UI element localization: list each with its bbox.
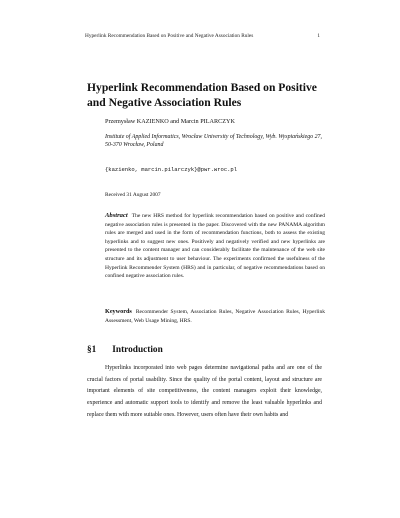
keywords <box>105 308 325 325</box>
running-header <box>85 33 320 39</box>
section-number: §1 <box>87 345 97 355</box>
section-heading <box>87 345 163 355</box>
abstract <box>105 212 325 281</box>
section-title: Introduction <box>112 345 163 355</box>
authors: Przemysław KAZIENKO and Marcin PILARCZYK <box>105 118 235 125</box>
keywords-label: Keywords <box>105 308 132 315</box>
email-address: {kazienko, marcin.pilarczyk}@pwr.wroc.pl <box>105 166 238 173</box>
running-title: Hyperlink Recommendation Based on Positive and Negative Association Rules <box>85 33 254 39</box>
abstract-text: The new HRS method for hyperlink recommendation based on positive and confined negative association rules is presented in the paper. Discovered with the new PANAMA algorithm rules are merged and used in the form of recommendation functions, both to assess the existing hyperlinks and to suggest new ones. Positively and negatively verified and new hyperlinks are presented to the content manager and can considerably facilitate the maintenance of the web site structure and its adjustment to user behaviour. The experiments confirmed the usefulness of the Hyperlink Recommender System (HRS) and in particular, of negative recommendations based on confined negative association rules. <box>105 213 325 280</box>
keywords-text: Recommender System, Association Rules, Negative Association Rules, Hyperlink Assessment, Web Usage Mining, HRS. <box>105 309 325 324</box>
page-number: 1 <box>317 33 320 39</box>
abstract-label: Abstract <box>105 212 128 219</box>
introduction-paragraph: Hyperlinks incorporated into web pages determine navigational paths and are one of the crucial factors of portal usability. Since the quality of the portal content, layout and structure are important elements of site competitiveness, the content managers exploit their knowledge, experience and automatic support tools to identify and remove the least valuable hyperlinks and replace them with more suitable ones. However, users often have their own habits and <box>87 365 322 418</box>
received-date: Received 31 August 2007 <box>105 192 161 198</box>
paper-title: Hyperlink Recommendation Based on Positive and Negative Association Rules <box>87 81 317 109</box>
affiliation: Institute of Applied Informatics, Wrocław University of Technology, Wyb. Wyspiańskiego 27, 50-370 Wrocław, Poland <box>105 134 322 148</box>
